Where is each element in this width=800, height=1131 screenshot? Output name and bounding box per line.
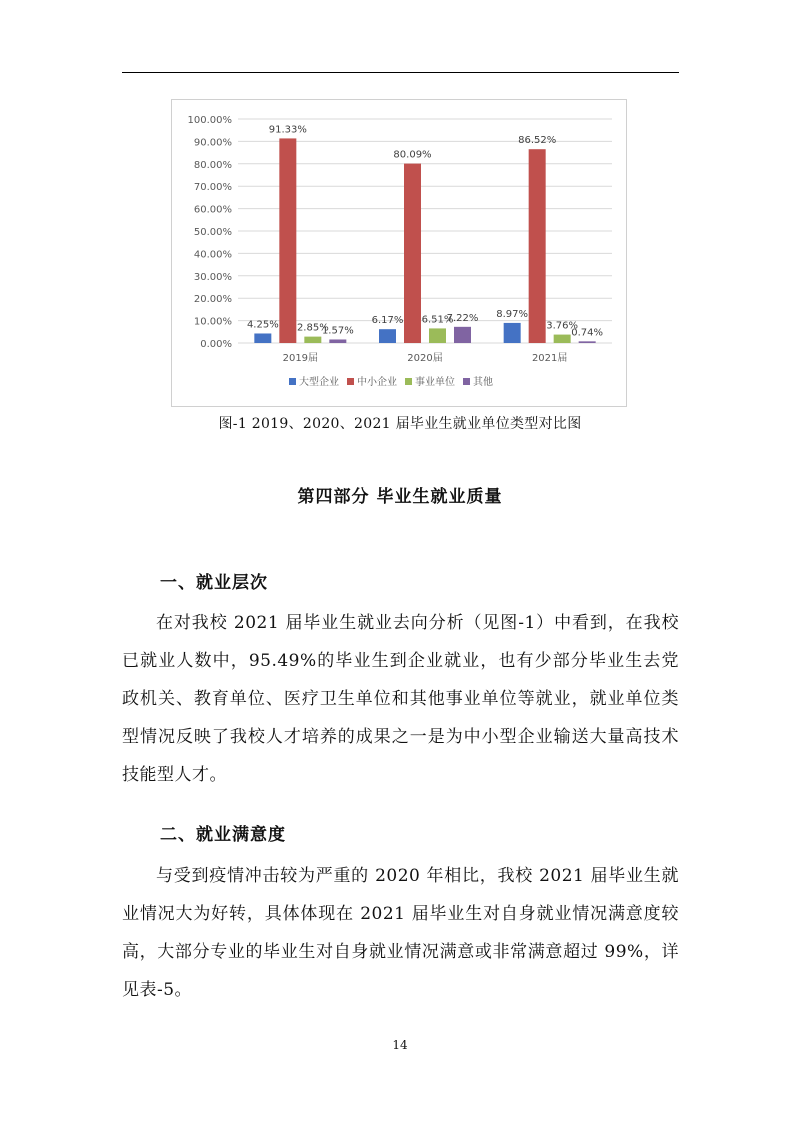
header-rule [122,72,679,73]
bar [454,327,471,343]
legend-label: 事业单位 [415,377,455,388]
bar [379,329,396,343]
data-label: 4.25% [246,319,279,331]
paragraph-employment-satisfaction: 与受到疫情冲击较为严重的 2020 年相比，我校 2021 届毕业生就业情况大为好转，具体体现在 2021 届毕业生对自身就业情况满意度较高，大部分专业的毕业生对自身就业情况满意或非常满意超过 99%，详见表-5。 [122,866,679,1000]
chart-svg [172,100,628,408]
heading-employment-level: 一、就业层次 [160,573,268,593]
data-label: 6.17% [371,315,404,327]
bar [529,149,546,343]
legend-swatch [347,378,354,385]
data-label: 8.97% [496,308,529,320]
bar-chart [171,99,627,407]
y-tick-label: 90.00% [193,137,232,149]
data-label: 7.22% [446,312,479,324]
bar [429,328,446,343]
bar [504,323,521,343]
bar [254,333,271,343]
y-tick-label: 100.00% [187,115,232,126]
y-tick-label: 30.00% [193,271,232,283]
figure-caption: 图-1 2019、2020、2021 届毕业生就业单位类型对比图 [218,416,582,432]
bar [404,164,421,343]
y-tick-label: 10.00% [193,316,232,328]
y-tick-label: 60.00% [193,204,232,216]
x-tick-label: 2019届 [282,353,319,364]
y-tick-label: 80.00% [193,159,232,171]
legend-swatch [463,378,470,385]
paragraph-employment-level: 在对我校 2021 届毕业生就业去向分析（见图-1）中看到，在我校已就业人数中，95.49%的毕业生到企业就业，也有少部分毕业生去党政机关、教育单位、医疗卫生单位和其他事业单位等就业，就业单位类型情况反映了我校人才培养的成果之一是为中小型企业输送大量高技术技能型人才。 [122,613,679,785]
section-title: 第四部分 毕业生就业质量 [297,487,503,507]
bar [329,339,346,343]
y-tick-label: 40.00% [193,249,232,261]
y-tick-label: 50.00% [193,227,232,238]
data-label: 6.51% [421,314,454,326]
bar [554,335,571,343]
data-label: 2.85% [296,322,329,334]
legend-label: 大型企业 [299,377,339,388]
legend-label: 中小企业 [357,377,397,388]
bar [304,337,321,343]
data-label: 80.09% [393,149,432,161]
x-tick-label: 2021届 [531,353,568,364]
legend-swatch [405,378,412,385]
data-label: 1.57% [321,325,354,337]
bar [579,341,596,343]
legend-label: 其他 [473,377,493,388]
y-tick-label: 0.00% [200,339,232,350]
y-tick-label: 20.00% [193,294,232,306]
bar [279,138,296,343]
data-label: 0.74% [571,327,604,339]
page-number: 14 [392,1038,408,1052]
x-tick-label: 2020届 [407,353,443,364]
heading-employment-satisfaction: 二、就业满意度 [160,825,286,845]
data-label: 86.52% [518,135,557,147]
legend-swatch [289,378,296,385]
data-label: 3.76% [546,320,579,332]
data-label: 91.33% [268,124,307,136]
y-tick-label: 70.00% [193,182,232,194]
